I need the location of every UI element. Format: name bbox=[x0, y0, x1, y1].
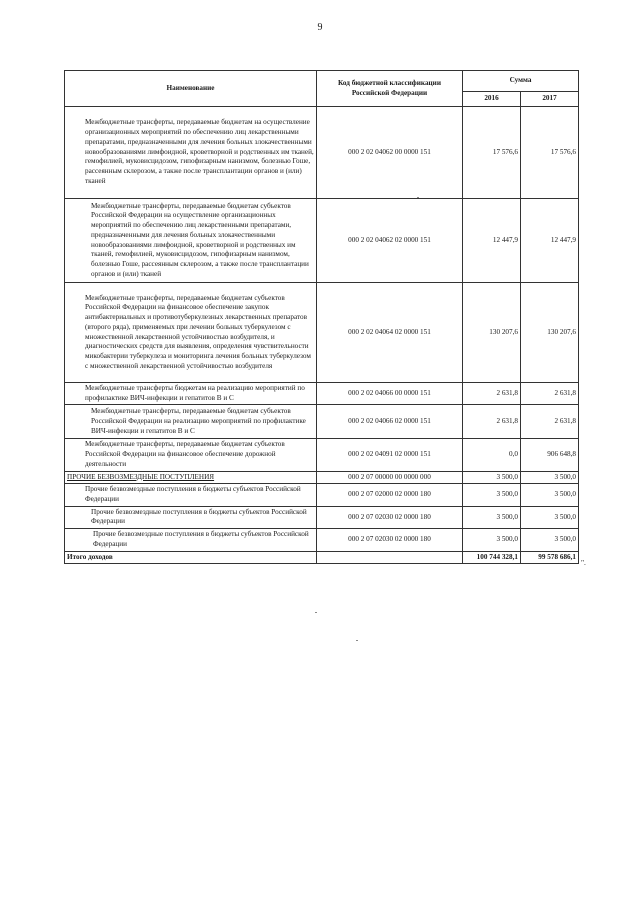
total-2016: 100 744 328,1 bbox=[463, 551, 521, 564]
row-sum-2017: 3 500,0 bbox=[521, 529, 579, 551]
table-row bbox=[65, 439, 579, 471]
row-sum-2017: 3 500,0 bbox=[521, 506, 579, 528]
table-row bbox=[65, 471, 579, 484]
revenue-table bbox=[64, 70, 579, 564]
table-header-row bbox=[65, 71, 579, 92]
scan-speck bbox=[417, 197, 419, 198]
total-label: Итого доходов bbox=[65, 551, 317, 564]
row-sum-2017: 3 500,0 bbox=[521, 484, 579, 506]
row-name: Межбюджетные трансферты, передаваемые бюджетам субъектов Российской Федерации на реализацию мероприятий по профилактике ВИЧ-инфекции и гепатитов В и С bbox=[65, 405, 317, 439]
row-sum-2017: 2 631,8 bbox=[521, 405, 579, 439]
table-body bbox=[65, 107, 579, 552]
total-code bbox=[317, 551, 463, 564]
row-sum-2016: 2 631,8 bbox=[463, 383, 521, 405]
row-code: 000 2 07 00000 00 0000 000 bbox=[317, 471, 463, 484]
row-name: Прочие безвозмездные поступления в бюджеты субъектов Российской Федерации bbox=[65, 529, 317, 551]
row-sum-2016: 12 447,9 bbox=[463, 199, 521, 283]
header-name: Наименование bbox=[65, 71, 317, 107]
row-code: 000 2 02 04062 02 0000 151 bbox=[317, 199, 463, 283]
header-year-2017: 2017 bbox=[521, 92, 579, 107]
row-code: 000 2 07 02000 02 0000 180 bbox=[317, 484, 463, 506]
header-code: Код бюджетной классификации Российской Федерации bbox=[317, 71, 463, 107]
row-sum-2017: 2 631,8 bbox=[521, 383, 579, 405]
row-code: 000 2 02 04064 02 0000 151 bbox=[317, 283, 463, 383]
table-row bbox=[65, 484, 579, 506]
row-name: ПРОЧИЕ БЕЗВОЗМЕЗДНЫЕ ПОСТУПЛЕНИЯ bbox=[65, 471, 317, 484]
table-row bbox=[65, 107, 579, 199]
row-code: 000 2 02 04066 00 0000 151 bbox=[317, 383, 463, 405]
total-2017: 99 578 686,1 bbox=[521, 551, 579, 564]
row-code: 000 2 07 02030 02 0000 180 bbox=[317, 529, 463, 551]
row-sum-2016: 3 500,0 bbox=[463, 506, 521, 528]
scan-speck bbox=[315, 612, 317, 613]
row-code: 000 2 02 04091 02 0000 151 bbox=[317, 439, 463, 471]
row-sum-2016: 3 500,0 bbox=[463, 484, 521, 506]
closing-mark: ". bbox=[581, 558, 586, 567]
total-row bbox=[65, 551, 579, 564]
row-sum-2016: 130 207,6 bbox=[463, 283, 521, 383]
table-row bbox=[65, 199, 579, 283]
row-sum-2017: 3 500,0 bbox=[521, 471, 579, 484]
table-row bbox=[65, 383, 579, 405]
row-name: Прочие безвозмездные поступления в бюджеты субъектов Российской Федерации bbox=[65, 484, 317, 506]
page-number: 9 bbox=[317, 22, 323, 33]
table-row bbox=[65, 283, 579, 383]
row-name: Межбюджетные трансферты бюджетам на реализацию мероприятий по профилактике ВИЧ-инфекции и гепатитов В и С bbox=[65, 383, 317, 405]
row-sum-2017: 12 447,9 bbox=[521, 199, 579, 283]
row-sum-2017: 906 648,8 bbox=[521, 439, 579, 471]
row-sum-2016: 3 500,0 bbox=[463, 471, 521, 484]
table-row bbox=[65, 405, 579, 439]
header-sum: Сумма bbox=[463, 71, 579, 92]
row-code: 000 2 07 02030 02 0000 180 bbox=[317, 506, 463, 528]
row-name: Межбюджетные трансферты, передаваемые бюджетам субъектов Российской Федерации на финансовое обеспечение закупок антибактериальных и противотуберкулезных лекарственных препаратов (второго ряда), применяемых при лечении больных туберкулезом с множественной лекарственной устойчивостью возбудителя, и диагностических средств для выявления, определения чувствительности микобактерии туберкулеза и мониторинга лечения больных туберкулезом с множественной лекарственной устойчивостью возбудителя bbox=[65, 283, 317, 383]
row-code: 000 2 02 04066 02 0000 151 bbox=[317, 405, 463, 439]
row-name: Прочие безвозмездные поступления в бюджеты субъектов Российской Федерации bbox=[65, 506, 317, 528]
row-sum-2016: 17 576,6 bbox=[463, 107, 521, 199]
row-sum-2016: 3 500,0 bbox=[463, 529, 521, 551]
header-year-2016: 2016 bbox=[463, 92, 521, 107]
table-row bbox=[65, 506, 579, 528]
row-sum-2017: 17 576,6 bbox=[521, 107, 579, 199]
scan-speck bbox=[356, 640, 358, 641]
row-sum-2017: 130 207,6 bbox=[521, 283, 579, 383]
row-name: Межбюджетные трансферты, передаваемые бюджетам субъектов Российской Федерации на осуществление организационных мероприятий по обеспечению лиц лекарственными препаратами, предназначенными для лечения больных злокачественными новообразованиями лимфоидной, кроветворной и родственных им тканей, гемофилией, муковисцидозом, гипофизарным нанизмом, болезнью Гоше, рассеянным склерозом, а также после трансплантации органов и (или) тканей bbox=[65, 199, 317, 283]
row-name: Межбюджетные трансферты, передаваемые бюджетам на осуществление организационных мероприятий по обеспечению лиц лекарственными препаратами, предназначенными для лечения больных злокачественными новообразованиями лимфоидной, кроветворной и родственных им тканей, гемофилией, муковисцидозом, гипофизарным нанизмом, болезнью Гоше, рассеянным склерозом, а также после трансплантации органов и (или) тканей bbox=[65, 107, 317, 199]
table-row bbox=[65, 529, 579, 551]
row-name: Межбюджетные трансферты, передаваемые бюджетам субъектов Российской Федерации на финансовое обеспечение дорожной деятельности bbox=[65, 439, 317, 471]
row-sum-2016: 0,0 bbox=[463, 439, 521, 471]
row-sum-2016: 2 631,8 bbox=[463, 405, 521, 439]
row-code: 000 2 02 04062 00 0000 151 bbox=[317, 107, 463, 199]
